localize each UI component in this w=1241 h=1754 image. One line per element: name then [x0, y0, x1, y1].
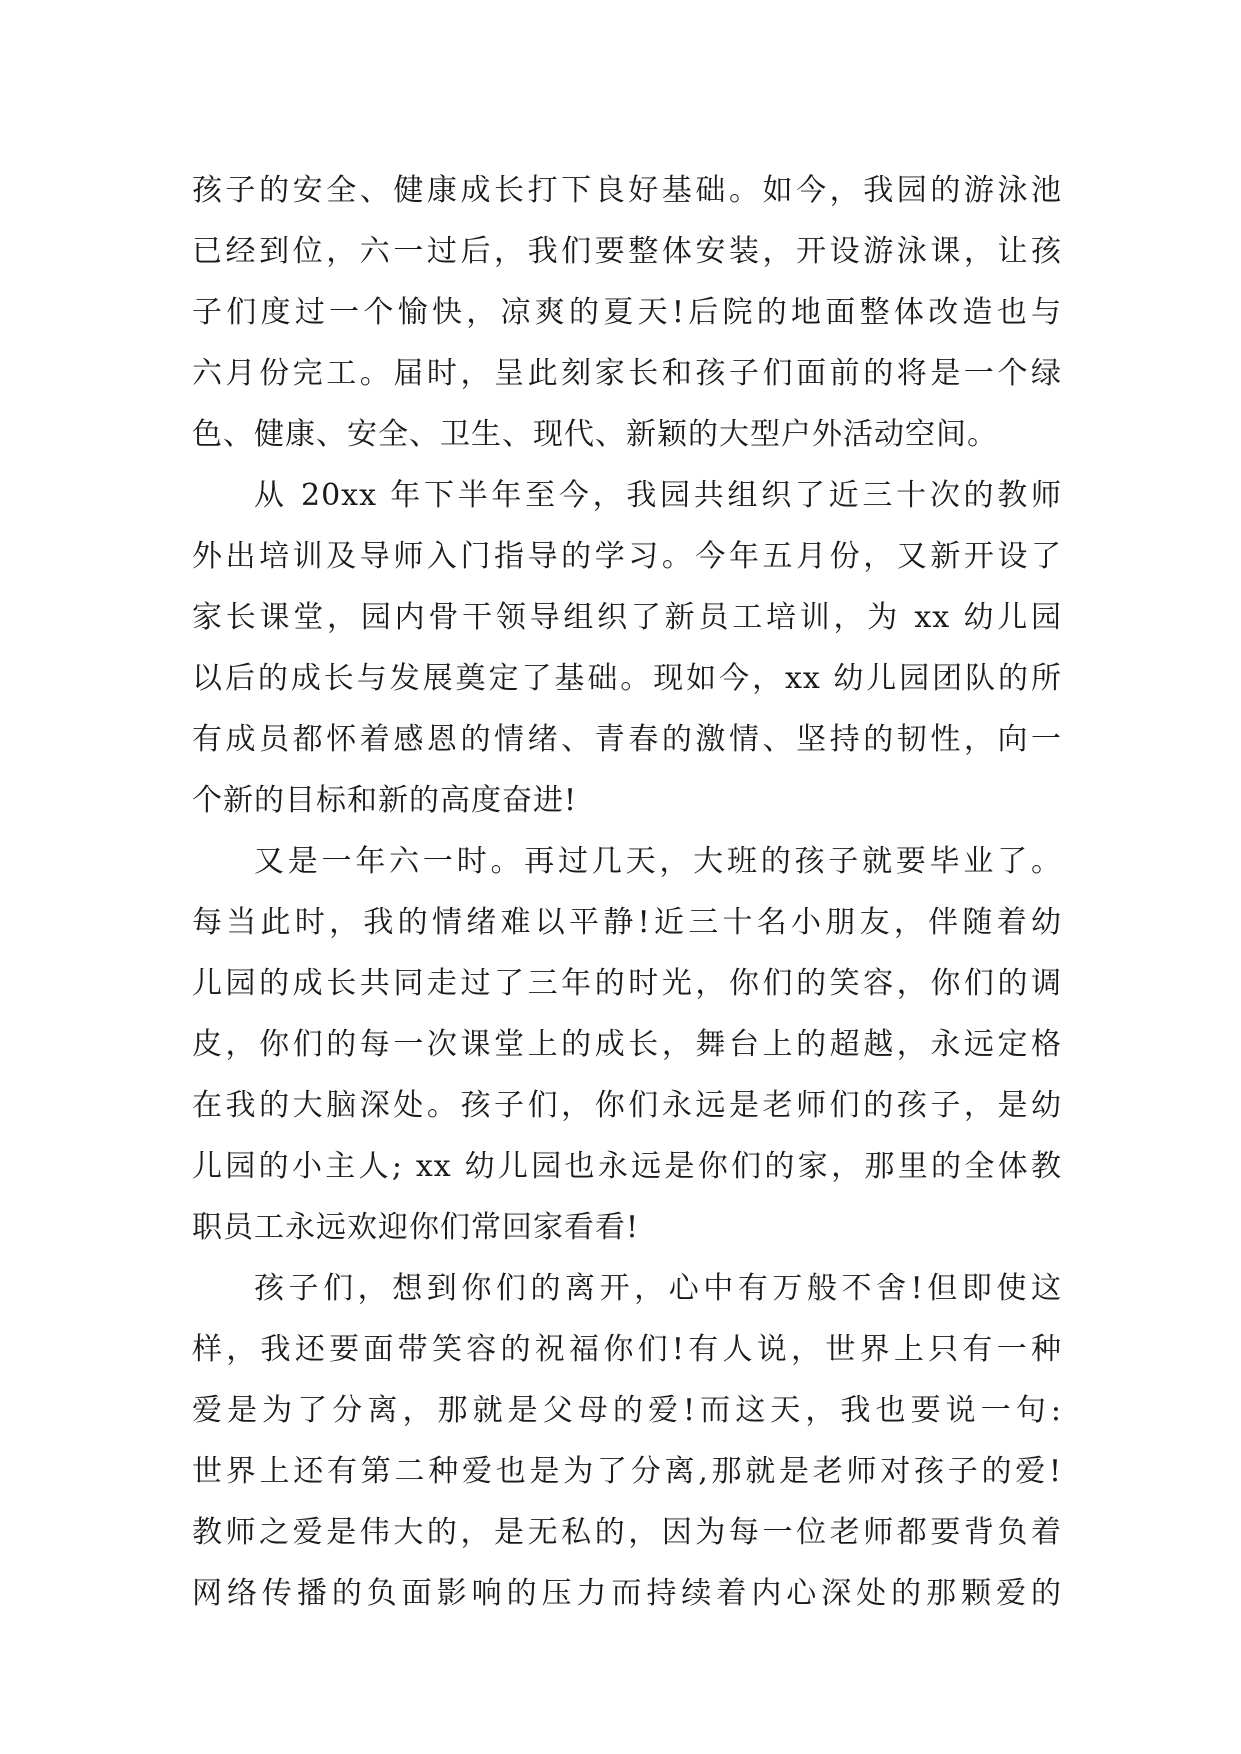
text-line: 网络传播的负面影响的压力而持续着内心深处的那颗爱的	[192, 1576, 1062, 1611]
paragraph-first-line: 孩子们，想到你们的离开，心中有万般不舍!但即使这	[254, 1271, 1062, 1306]
text-line: 儿园的小主人; xx 幼儿园也永远是你们的家，那里的全体教	[192, 1149, 1062, 1184]
text-line: 家长课堂，园内骨干领导组织了新员工培训，为 xx 幼儿园	[192, 600, 1062, 635]
text-line: 儿园的成长共同走过了三年的时光，你们的笑容，你们的调	[192, 966, 1062, 1001]
text-line: 样，我还要面带笑容的祝福你们!有人说，世界上只有一种	[192, 1332, 1062, 1367]
text-line: 孩子的安全、健康成长打下良好基础。如今，我园的游泳池	[192, 173, 1062, 208]
paragraph-first-line: 又是一年六一时。再过几天，大班的孩子就要毕业了。	[254, 844, 1062, 879]
text-line: 世界上还有第二种爱也是为了分离,那就是老师对孩子的爱!	[192, 1454, 1062, 1489]
text-line: 爱是为了分离，那就是父母的爱!而这天，我也要说一句:	[192, 1393, 1062, 1428]
text-line: 职员工永远欢迎你们常回家看看!	[192, 1210, 640, 1245]
text-line: 每当此时，我的情绪难以平静!近三十名小朋友，伴随着幼	[192, 905, 1062, 940]
text-line: 个新的目标和新的高度奋进!	[192, 783, 578, 818]
text-line: 六月份完工。届时，呈此刻家长和孩子们面前的将是一个绿	[192, 356, 1062, 391]
text-line: 已经到位，六一过后，我们要整体安装，开设游泳课，让孩	[192, 234, 1062, 269]
text-line: 在我的大脑深处。孩子们，你们永远是老师们的孩子，是幼	[192, 1088, 1062, 1123]
paragraph-first-line: 从 20xx 年下半年至今，我园共组织了近三十次的教师	[254, 478, 1062, 513]
document-body	[192, 160, 1062, 1624]
text-line: 子们度过一个愉快，凉爽的夏天!后院的地面整体改造也与	[192, 295, 1062, 330]
text-line: 有成员都怀着感恩的情绪、青春的激情、坚持的韧性，向一	[192, 722, 1062, 757]
text-line: 外出培训及导师入门指导的学习。今年五月份，又新开设了	[192, 539, 1062, 574]
text-line: 皮，你们的每一次课堂上的成长，舞台上的超越，永远定格	[192, 1027, 1062, 1062]
text-line: 以后的成长与发展奠定了基础。现如今，xx 幼儿园团队的所	[192, 661, 1062, 696]
text-line: 教师之爱是伟大的，是无私的，因为每一位老师都要背负着	[192, 1515, 1062, 1550]
text-line: 色、健康、安全、卫生、现代、新颖的大型户外活动空间。	[192, 417, 998, 452]
